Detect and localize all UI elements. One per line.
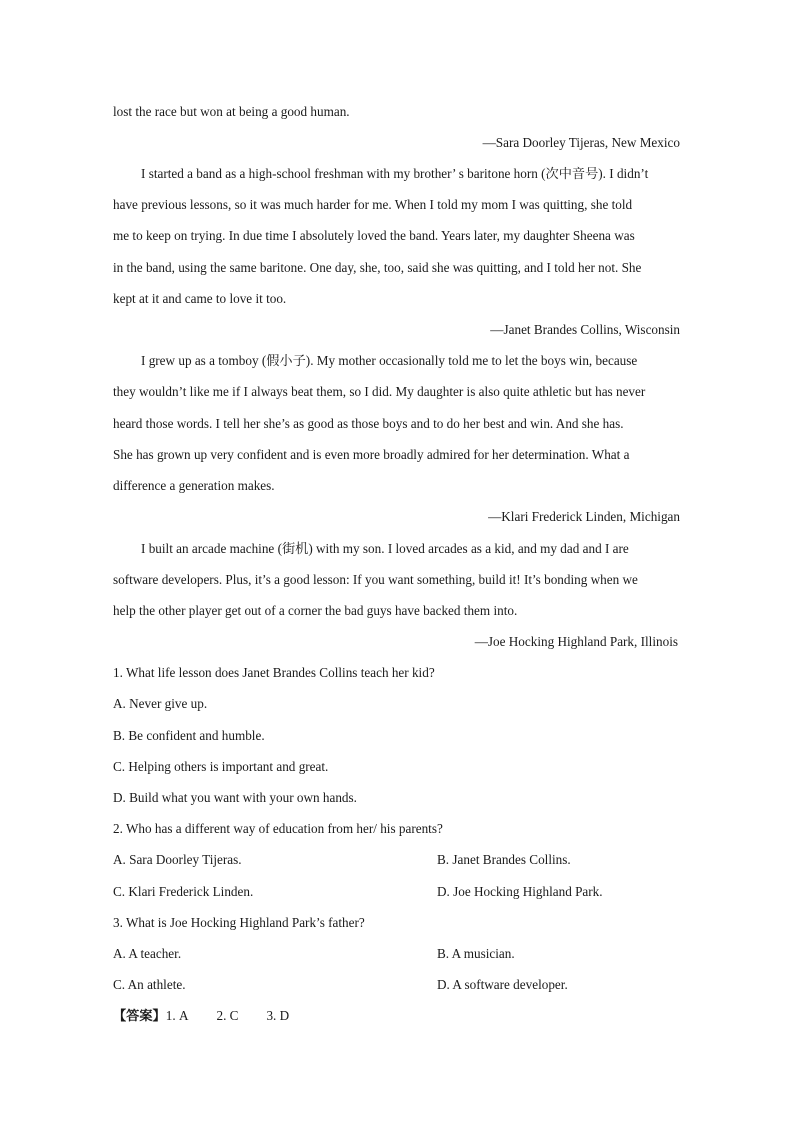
question-1-stem: 1. What life lesson does Janet Brandes Collins teach her kid? [113, 665, 435, 680]
question-3-option-d: D. A software developer. [437, 977, 568, 992]
answer-1: 1. A [165, 1008, 189, 1023]
passage-intro-tail: lost the race but won at being a good human. [113, 104, 350, 119]
paragraph-line: software developers. Plus, it’s a good lesson: If you want something, build it! It’s bonding when we [113, 572, 638, 587]
question-3-option-a: A. A teacher. [113, 946, 182, 961]
question-1-option-a: A. Never give up. [113, 696, 208, 711]
answer-2: 2. C [216, 1008, 239, 1023]
answer-tag: 【答案】 [113, 1008, 166, 1023]
signature-klari: —Klari Frederick Linden, Michigan [488, 509, 680, 524]
answer-line [113, 1008, 289, 1024]
paragraph-line: they wouldn’t like me if I always beat them, so I did. My daughter is also quite athletic but has never [113, 384, 646, 399]
answer-3: 3. D [266, 1008, 290, 1023]
signature-sara: —Sara Doorley Tijeras, New Mexico [482, 135, 680, 150]
paragraph-line: She has grown up very confident and is even more broadly admired for her determination. What a [113, 447, 630, 462]
paragraph-line: me to keep on trying. In due time I absolutely loved the band. Years later, my daughter Sheena was [113, 228, 635, 243]
question-3-option-b: B. A musician. [437, 946, 515, 961]
question-2-option-b: B. Janet Brandes Collins. [437, 852, 571, 867]
paragraph-line: heard those words. I tell her she’s as good as those boys and to do her best and win. And she has. [113, 416, 624, 431]
paragraph-line: kept at it and came to love it too. [113, 291, 287, 306]
paragraph-line: I grew up as a tomboy (假小子). My mother occasionally told me to let the boys win, because [141, 353, 638, 368]
question-1-option-c: C. Helping others is important and great. [113, 759, 329, 774]
paragraph-line: have previous lessons, so it was much harder for me. When I told my mom I was quitting, she told [113, 197, 633, 212]
question-2-option-d: D. Joe Hocking Highland Park. [437, 884, 603, 899]
paragraph-line: difference a generation makes. [113, 478, 275, 493]
paragraph-line: help the other player get out of a corner the bad guys have backed them into. [113, 603, 518, 618]
paragraph-line: in the band, using the same baritone. One day, she, too, said she was quitting, and I told her not. She [113, 260, 642, 275]
question-2-option-c: C. Klari Frederick Linden. [113, 884, 254, 899]
paragraph-line: I started a band as a high-school freshman with my brother’ s baritone horn (次中音号). I didn’t [141, 166, 649, 181]
signature-janet: —Janet Brandes Collins, Wisconsin [490, 322, 680, 337]
signature-joe: —Joe Hocking Highland Park, Illinois [474, 634, 678, 649]
paragraph-line: I built an arcade machine (街机) with my son. I loved arcades as a kid, and my dad and I are [141, 541, 629, 556]
question-1-option-b: B. Be confident and humble. [113, 728, 265, 743]
question-1-option-d: D. Build what you want with your own hands. [113, 790, 357, 805]
question-2-stem: 2. Who has a different way of education from her/ his parents? [113, 821, 443, 836]
question-3-option-c: C. An athlete. [113, 977, 186, 992]
question-2-option-a: A. Sara Doorley Tijeras. [113, 852, 242, 867]
question-3-stem: 3. What is Joe Hocking Highland Park’s father? [113, 915, 365, 930]
